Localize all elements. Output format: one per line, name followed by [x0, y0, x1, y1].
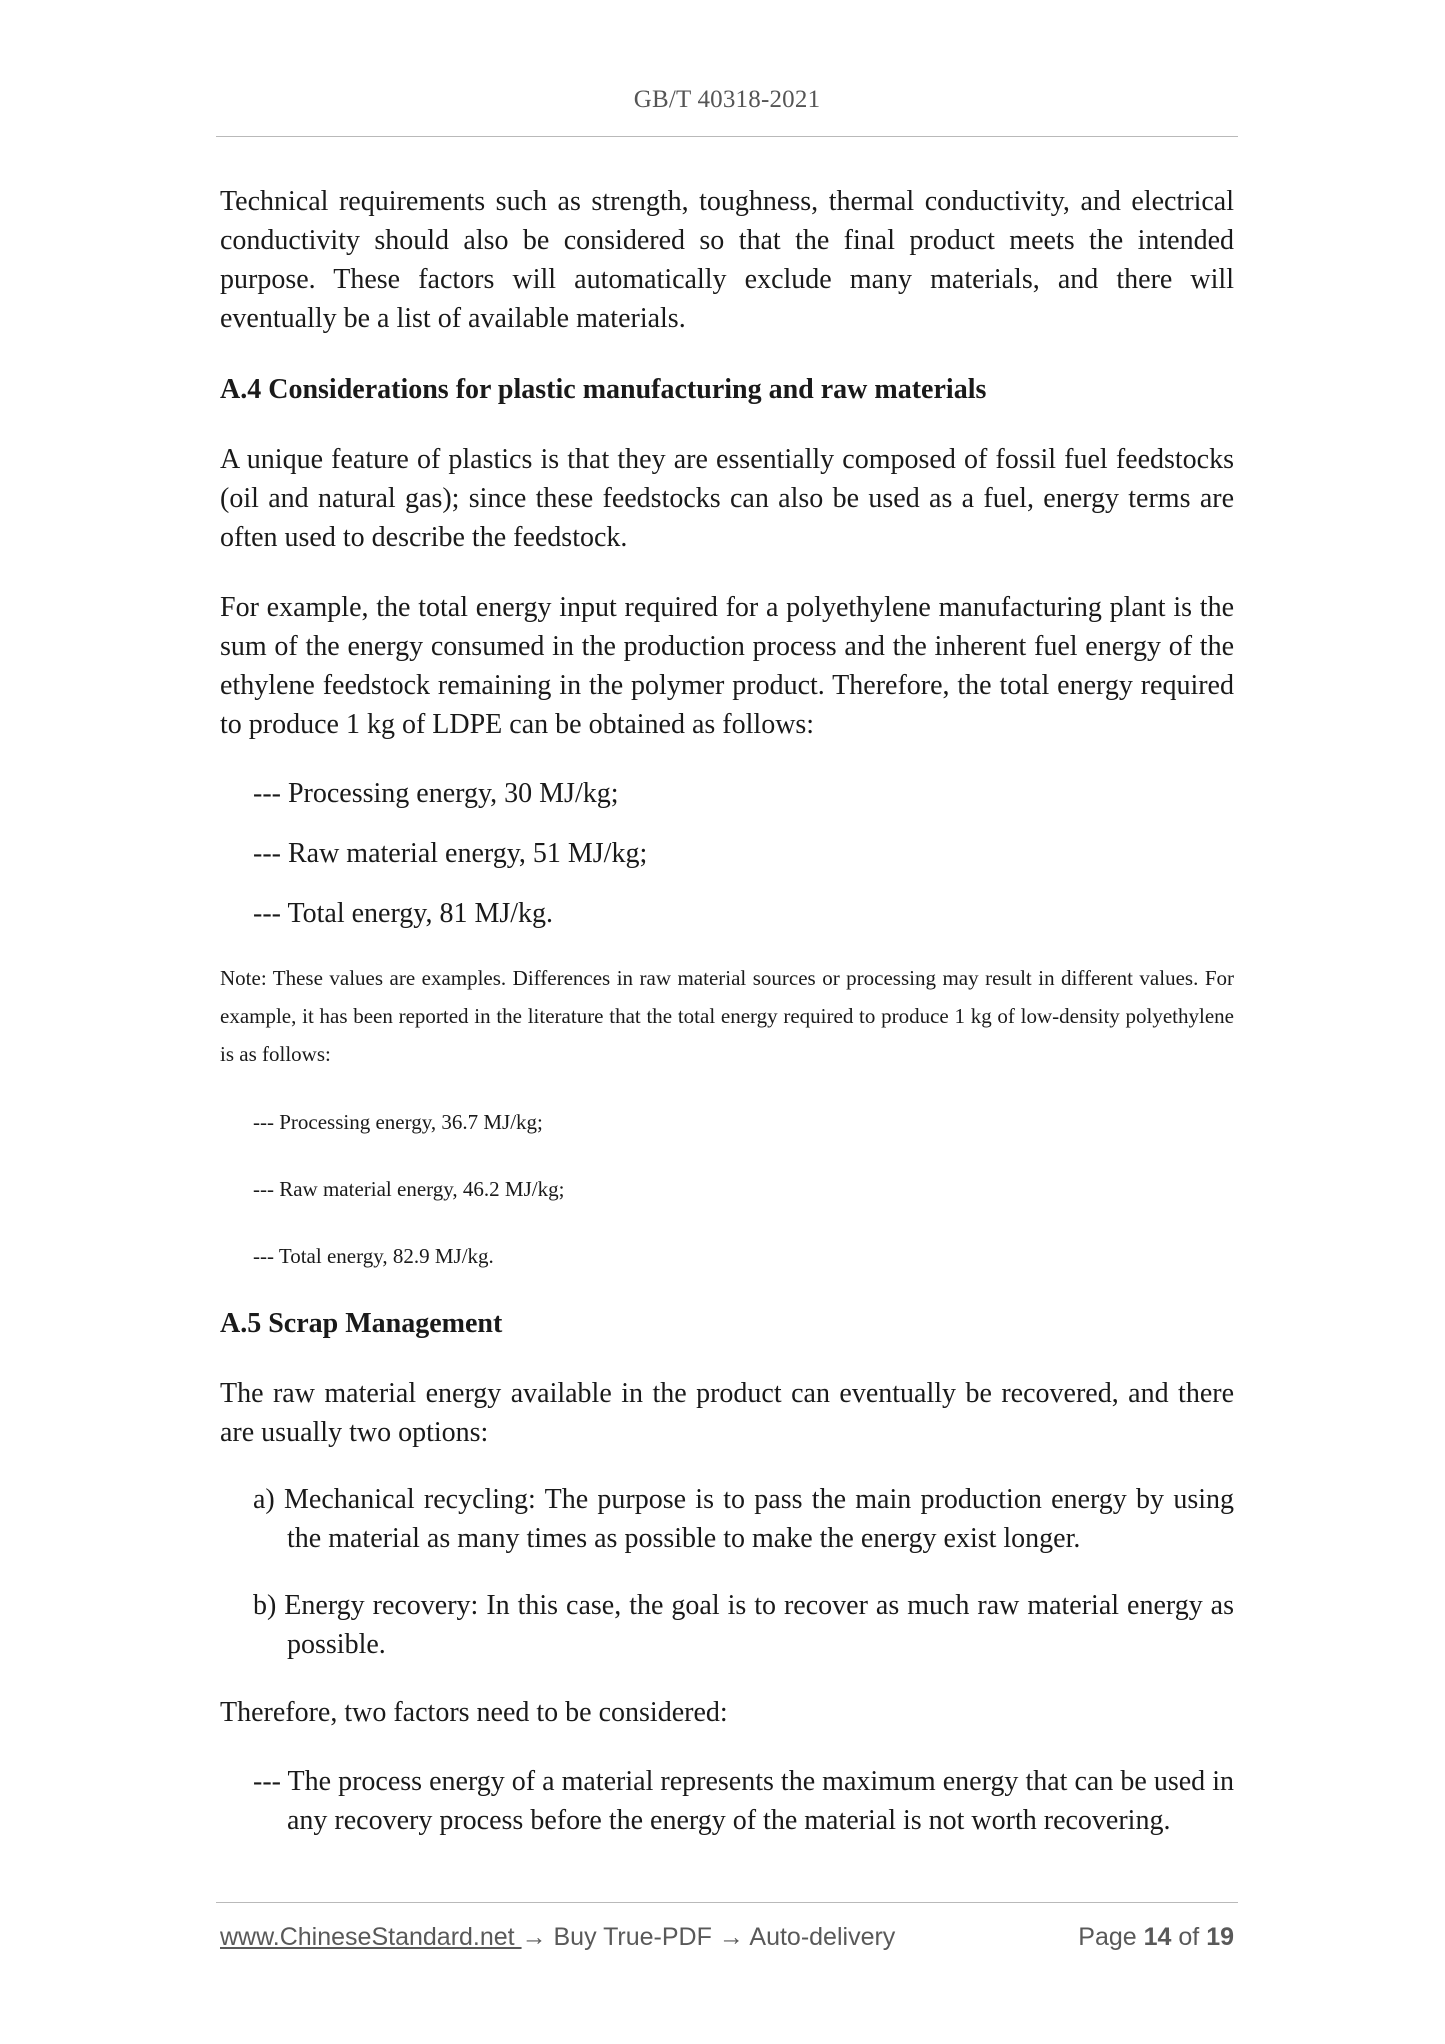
paragraph-energy-example: For example, the total energy input required for a polyethylene manufacturing plant is the sum of the energy consumed in the production process and the inherent fuel energy of the ethylene feedstock remaining in the polymer product. Therefore, the total energy required to produce 1 kg of LDPE can be obtained as follows:	[220, 592, 1234, 740]
page-indicator	[1078, 1923, 1234, 1952]
note-bullet-total-energy: --- Total energy, 82.9 MJ/kg.	[253, 1244, 494, 1268]
document-header: GB/T 40318-2021	[633, 86, 821, 113]
page-content	[220, 182, 1234, 1840]
footer-left	[220, 1923, 895, 1952]
website-link[interactable]: www.ChineseStandard.net	[220, 1923, 522, 1951]
paragraph-technical-requirements: Technical requirements such as strength, toughness, thermal conductivity, and electrical conductivity should also be considered so that the final product meets the intended purpose. These factors will automatically exclude many materials, and there will eventually be a list of available materials.	[220, 186, 1234, 334]
option-mechanical-recycling: a) Mechanical recycling: The purpose is to pass the main production energy by using the material as many times as possible to make the energy exist longer.	[253, 1484, 1234, 1554]
bullet-raw-material-energy: --- Raw material energy, 51 MJ/kg;	[253, 838, 648, 869]
page-label: Page	[1078, 1923, 1137, 1951]
header-divider	[216, 136, 1238, 137]
note-bullet-processing-energy: --- Processing energy, 36.7 MJ/kg;	[253, 1110, 543, 1134]
paragraph-two-factors: Therefore, two factors need to be considered:	[220, 1697, 728, 1728]
factor-process-energy: --- The process energy of a material represents the maximum energy that can be used in any recovery process before the energy of the material is not worth recovering.	[253, 1766, 1234, 1836]
section-heading-a4: A.4 Considerations for plastic manufacturing and raw materials	[220, 374, 987, 405]
bullet-total-energy: --- Total energy, 81 MJ/kg.	[253, 898, 554, 929]
current-page-number: 14	[1143, 1923, 1172, 1951]
total-pages-number: 19	[1206, 1923, 1234, 1951]
paragraph-raw-material-recovery: The raw material energy available in the product can eventually be recovered, and there are usually two options:	[220, 1378, 1234, 1448]
page-of-label: of	[1178, 1923, 1200, 1951]
footer-nav-text: → Buy True-PDF → Auto-delivery	[521, 1923, 896, 1951]
note-bullet-raw-material-energy: --- Raw material energy, 46.2 MJ/kg;	[253, 1177, 565, 1201]
section-heading-a5: A.5 Scrap Management	[220, 1308, 503, 1339]
bullet-processing-energy: --- Processing energy, 30 MJ/kg;	[253, 778, 619, 809]
option-energy-recovery: b) Energy recovery: In this case, the goal is to recover as much raw material energy as possible.	[253, 1590, 1234, 1660]
paragraph-plastic-feature: A unique feature of plastics is that they are essentially composed of fossil fuel feedstocks (oil and natural gas); since these feedstocks can also be used as a fuel, energy terms are often used to describe the feedstock.	[220, 444, 1234, 553]
note-paragraph: Note: These values are examples. Differences in raw material sources or processing may result in different values. For example, it has been reported in the literature that the total energy required to produce 1 kg of low-density polyethylene is as follows:	[220, 966, 1234, 1066]
footer-divider	[216, 1902, 1238, 1903]
